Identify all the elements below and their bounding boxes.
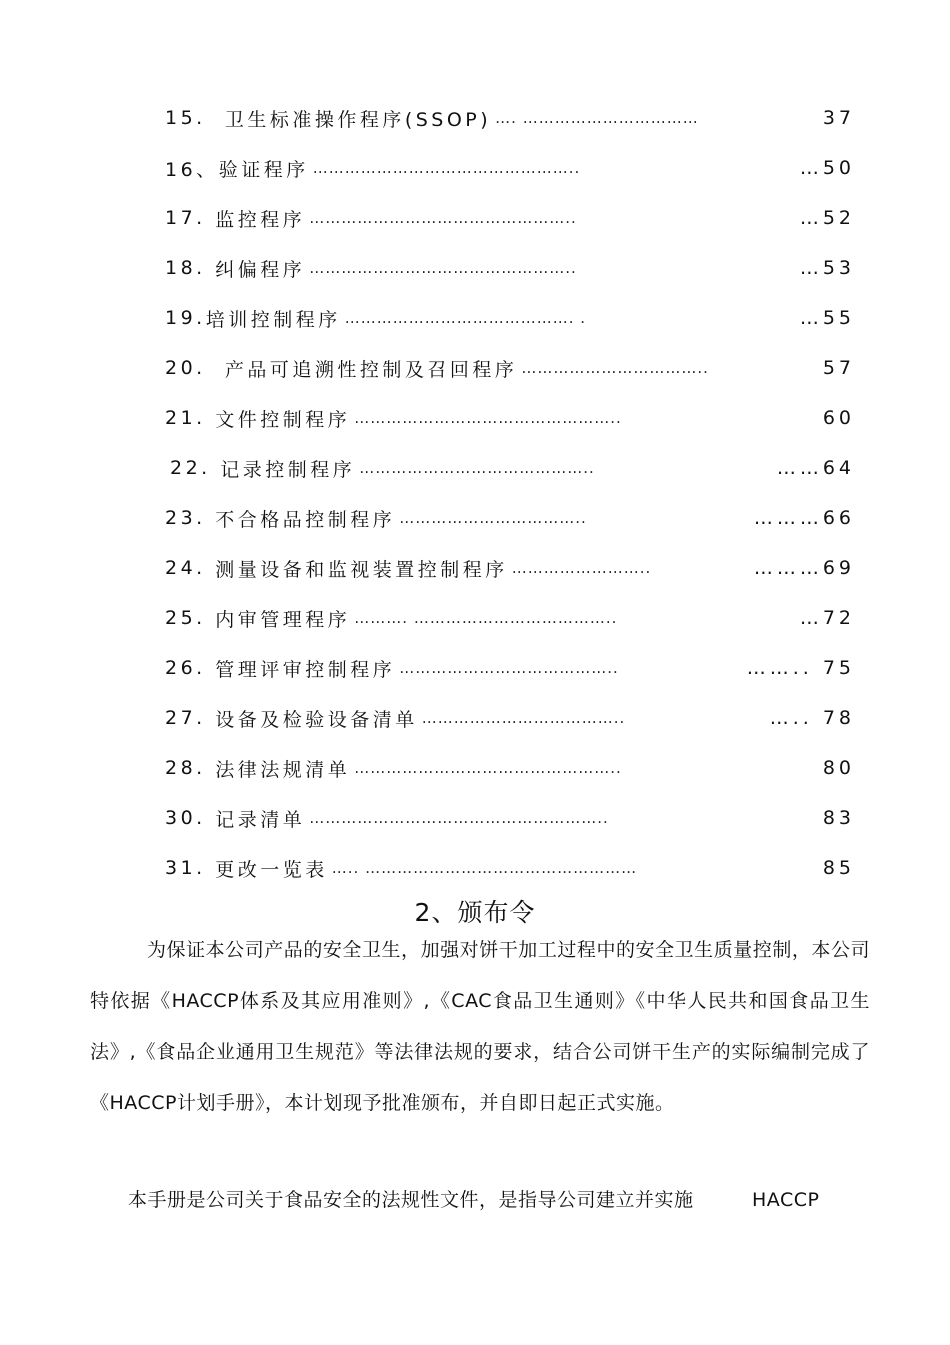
toc-page-number: …52	[799, 207, 855, 229]
toc-number: 20.	[165, 357, 206, 379]
toc-page-number: …55	[799, 307, 855, 329]
toc-leader-dots: …………………………………………..	[354, 759, 622, 777]
toc-title: 不合格品控制程序	[215, 508, 396, 531]
toc-number: 26.	[165, 657, 206, 679]
toc-title: 产品可追溯性控制及召回程序	[224, 358, 518, 381]
toc-row	[165, 705, 855, 731]
toc-number: 22.	[170, 457, 211, 479]
toc-leader-dots: …………………………………………..	[309, 259, 577, 277]
toc-number: 27.	[165, 707, 206, 729]
toc-leader-dots: …. ……………………………	[495, 109, 699, 127]
toc-row	[165, 855, 855, 881]
toc-leader-dots: ……………………………………. .	[344, 309, 587, 327]
toc-row	[165, 205, 855, 231]
toc-number: 28.	[165, 757, 206, 779]
toc-leader-dots: ……………………………………..	[359, 459, 595, 477]
toc-page-number: 80	[822, 757, 855, 779]
toc-title: 测量设备和监视装置控制程序	[215, 558, 508, 581]
toc-page-number: …53	[799, 257, 855, 279]
toc-title: 内审管理程序	[215, 608, 351, 631]
toc-page-number: …50	[799, 157, 855, 179]
toc-leader-dots: ……………………………..	[399, 509, 587, 527]
toc-number: 18.	[165, 257, 206, 279]
toc-title: 验证程序	[218, 158, 309, 181]
toc-row	[165, 305, 855, 331]
toc-number: 19.	[165, 307, 206, 329]
toc-row	[165, 355, 855, 381]
toc-number: 16、	[165, 158, 219, 181]
toc-leader-dots: ………………………………..	[421, 709, 626, 727]
toc-page-number: …72	[799, 607, 855, 629]
toc-title: 记录清单	[215, 808, 306, 831]
toc-number: 24.	[165, 557, 206, 579]
toc-title: 记录控制程序	[220, 458, 356, 481]
toc-row	[165, 405, 855, 431]
toc-page-number: ……64	[776, 457, 855, 479]
toc-row	[165, 555, 855, 581]
toc-title: 法律法规清单	[215, 758, 351, 781]
toc-title: 设备及检验设备清单	[215, 708, 418, 731]
toc-page-number: ….. 78	[769, 707, 855, 729]
toc-number: 25.	[165, 607, 206, 629]
toc-page-number: ………66	[753, 507, 855, 529]
toc-leader-dots: ……………………………..	[521, 359, 709, 377]
toc-leader-dots: …………………………………………..	[354, 409, 622, 427]
toc-leader-dots: ………. ………………………………..	[354, 609, 618, 627]
toc-row	[165, 155, 855, 181]
toc-leader-dots: …………………………………………..	[309, 209, 577, 227]
toc-page-number: 83	[822, 807, 855, 829]
toc-page-number: 57	[822, 357, 855, 379]
toc-row	[170, 455, 855, 481]
toc-title: 管理评审控制程序	[215, 658, 396, 681]
toc-number: 17.	[165, 207, 206, 229]
toc-leader-dots: ………………………………………………..	[309, 809, 609, 827]
toc-row	[165, 605, 855, 631]
toc-leader-dots: …………………………………..	[399, 659, 619, 677]
toc-title: 更改一览表	[215, 858, 328, 881]
toc-title: 培训控制程序	[205, 308, 341, 331]
toc-number: 23.	[165, 507, 206, 529]
toc-number: 30.	[165, 807, 206, 829]
toc-row	[165, 755, 855, 781]
toc-number: 31.	[165, 857, 206, 879]
toc-leader-dots: ….. ……………………………………………	[331, 859, 638, 877]
body-paragraph: 本手册是公司关于食品安全的法规性文件，是指导公司建立并实施 HACCP	[128, 1189, 820, 1211]
body-paragraph: 为保证本公司产品的安全卫生，加强对饼干加工过程中的安全卫生质量控制，本公司特依据《HACCP体系及其应用准则》,《CAC食品卫生通则》《中华人民共和国食品卫生法》,《食品企业通用卫生规范》等法律法规的要求，结合公司饼干生产的实际编制完成了《HACCP计划手册》，本计划现予批准颁布，并自即日起正式实施。	[90, 939, 870, 1114]
toc-page-number: …….. 75	[746, 657, 855, 679]
toc-row	[165, 105, 855, 131]
toc-title: 纠偏程序	[215, 258, 306, 281]
toc-page-number: 85	[822, 857, 855, 879]
toc-leader-dots: …………………………………………..	[312, 159, 581, 177]
toc-row	[165, 655, 855, 681]
toc-row	[165, 805, 855, 831]
toc-title: 卫生标准操作程序(SSOP)	[224, 108, 492, 131]
toc-page-number: 60	[822, 407, 855, 429]
toc-row	[165, 255, 855, 281]
toc-title: 监控程序	[215, 208, 306, 231]
toc-page-number: ………69	[753, 557, 855, 579]
toc-number: 21.	[165, 407, 206, 429]
toc-number: 15.	[165, 107, 206, 129]
toc-row	[165, 505, 855, 531]
toc-title: 文件控制程序	[215, 408, 351, 431]
toc-page-number: 37	[822, 107, 855, 129]
toc-leader-dots: ……………………..	[511, 559, 652, 577]
section-heading: 2、颁布令	[414, 898, 536, 927]
